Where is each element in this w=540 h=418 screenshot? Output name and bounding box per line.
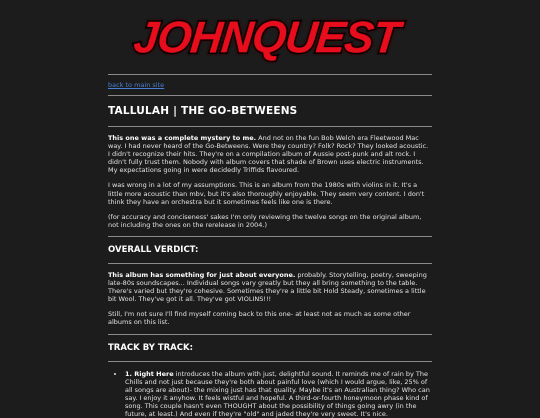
divider <box>108 263 432 264</box>
verdict-heading: OVERALL VERDICT: <box>108 245 432 255</box>
paragraph-2: I was wrong in a lot of my assumptions. This is an album from the 1980s with violins in it. It's a little more acoustic than mbv, but it's also thoroughly enjoyable. They seem very content. I don't think they have an orchestra but it sometimes feels like one is there. <box>108 181 432 205</box>
track-title: 1. Right Here <box>125 370 174 378</box>
divider <box>108 74 432 75</box>
divider <box>108 126 432 127</box>
verdict-lead: This album has something for just about everyone. <box>108 271 295 279</box>
logo-graphic <box>160 4 380 66</box>
back-to-main-link[interactable]: back to main site <box>108 81 432 89</box>
page-title: TALLULAH | THE GO-BETWEENS <box>108 105 432 117</box>
track-item <box>125 370 432 418</box>
paragraph-3: (for accuracy and conciseness' sakes I'm only reviewing the twelve songs on the original album, not including the ones on the rerelease in 2004.) <box>108 213 432 229</box>
track-list <box>108 370 432 418</box>
tracks-heading: TRACK BY TRACK: <box>108 343 432 353</box>
divider <box>108 361 432 362</box>
logo-text: JOHNQUEST <box>132 13 407 62</box>
verdict-paragraph <box>108 271 432 303</box>
main-content <box>108 74 432 418</box>
intro-text: And not on the fun Bob Welch era Fleetwood Mac way. I had never heard of the Go-Betweens. Were they country? Folk? Rock? They looked acoustic. I didn't recognize their hits. They're on a compilation album of Aussie post-punk and alt rock. I didn't fully trust them. Nobody with album covers that shade of Brown uses electric instruments. My expectations going in were decidedly Triffids flavoured. <box>108 134 428 174</box>
site-logo[interactable] <box>160 4 380 66</box>
verdict-paragraph-2: Still, I'm not sure I'll find myself coming back to this one- at least not as much as some other albums on this list. <box>108 310 432 326</box>
verdict-text: probably. Storytelling, poetry, sweeping late-80s soundscapes... Individual songs vary greatly but they all bring something to the table. There's varied but they're cohesive. Sometimes they're a little bit Hold Steady, sometimes a little bit Wool. They've got it all. They've got VIOLINS!!! <box>108 271 427 303</box>
intro-paragraph <box>108 134 432 174</box>
divider <box>108 236 432 237</box>
intro-lead: This one was a complete mystery to me. <box>108 134 256 142</box>
divider <box>108 334 432 335</box>
track-review: introduces the album with just, delightful sound. It reminds me of rain by The Chills and not just because they're both about painful love (which I would argue, like, 25% of all songs are about)- the mixing just has that quality. Maybe it's an Australian thing? Who can say. I enjoy it anyhow. It feels wistful and hopeful. A third-or-fourth honeymoon phase kind of song. This couple hasn't even THOUGHT about the possibility of things going awry (in the future, at least.) And even if they're "old" and jaded they're very sweet. It's nice. <box>125 370 430 418</box>
divider <box>108 95 432 96</box>
